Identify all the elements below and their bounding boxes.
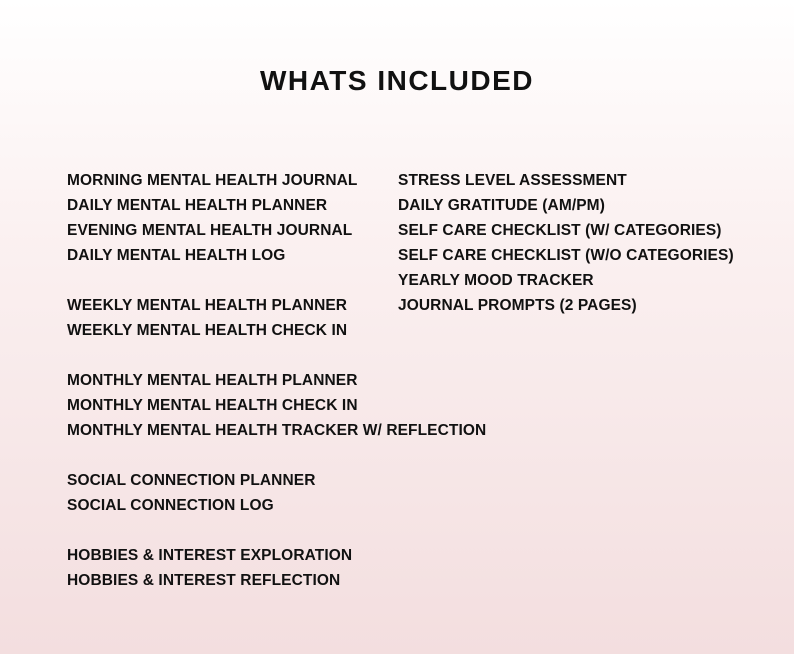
list-item: SELF CARE CHECKLIST (W/ CATEGORIES) — [398, 222, 722, 239]
list-item: YEARLY MOOD TRACKER — [398, 272, 594, 289]
list-item: HOBBIES & INTEREST EXPLORATION — [67, 547, 353, 564]
list-item: DAILY MENTAL HEALTH PLANNER — [67, 197, 328, 214]
list-spacer — [67, 343, 486, 368]
list-item: STRESS LEVEL ASSESSMENT — [398, 172, 627, 189]
list-item: JOURNAL PROMPTS (2 PAGES) — [398, 297, 637, 314]
list-item: MORNING MENTAL HEALTH JOURNAL — [67, 172, 358, 189]
list-spacer — [67, 518, 486, 543]
list-item: WEEKLY MENTAL HEALTH PLANNER — [67, 297, 348, 314]
list-item: MONTHLY MENTAL HEALTH CHECK IN — [67, 397, 358, 414]
included-list-right — [398, 168, 734, 318]
list-item: DAILY GRATITUDE (AM/PM) — [398, 197, 605, 214]
list-item: SELF CARE CHECKLIST (W/O CATEGORIES) — [398, 247, 734, 264]
list-spacer — [67, 443, 486, 468]
list-item: MONTHLY MENTAL HEALTH PLANNER — [67, 372, 358, 389]
list-item: DAILY MENTAL HEALTH LOG — [67, 247, 286, 264]
list-item: EVENING MENTAL HEALTH JOURNAL — [67, 222, 353, 239]
list-item: MONTHLY MENTAL HEALTH TRACKER W/ REFLECTION — [67, 422, 487, 439]
page-title: WHATS INCLUDED — [259, 65, 534, 96]
list-item: SOCIAL CONNECTION PLANNER — [67, 472, 316, 489]
list-item: HOBBIES & INTEREST REFLECTION — [67, 572, 341, 589]
list-item: SOCIAL CONNECTION LOG — [67, 497, 274, 514]
list-item: WEEKLY MENTAL HEALTH CHECK IN — [67, 322, 348, 339]
